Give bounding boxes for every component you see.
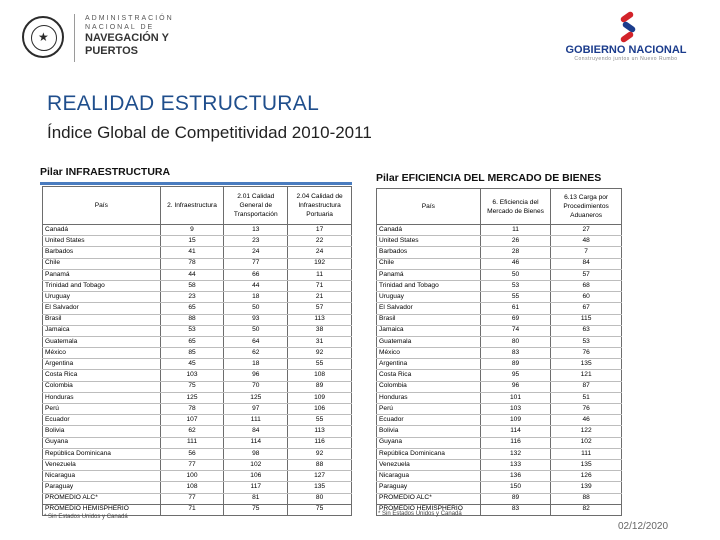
value-cell: 75 <box>288 504 352 515</box>
right-table-row <box>377 448 622 459</box>
value-cell: 74 <box>480 325 550 336</box>
left-table-row <box>43 471 352 482</box>
value-cell: 109 <box>480 415 550 426</box>
eficiencia-table <box>376 188 622 516</box>
value-cell: 23 <box>224 236 288 247</box>
value-cell: 60 <box>551 292 622 303</box>
left-header-transport: 2.01 Calidad General de Transportación <box>224 187 288 225</box>
value-cell: 24 <box>224 247 288 258</box>
right-table-row <box>377 459 622 470</box>
right-table-row <box>377 471 622 482</box>
value-cell: 15 <box>160 236 224 247</box>
left-table-row <box>43 437 352 448</box>
value-cell: 44 <box>224 280 288 291</box>
value-cell: 121 <box>551 370 622 381</box>
value-cell: 7 <box>551 247 622 258</box>
right-summary-row <box>377 493 622 504</box>
value-cell: 50 <box>224 303 288 314</box>
country-cell: Paraguay <box>377 482 481 493</box>
value-cell: 84 <box>224 426 288 437</box>
country-cell: PROMEDIO ALC* <box>43 493 161 504</box>
country-cell: United States <box>43 236 161 247</box>
value-cell: 114 <box>224 437 288 448</box>
value-cell: 13 <box>224 225 288 236</box>
value-cell: 84 <box>551 258 622 269</box>
country-cell: Canadá <box>43 225 161 236</box>
value-cell: 126 <box>551 471 622 482</box>
right-table-row <box>377 482 622 493</box>
value-cell: 38 <box>288 325 352 336</box>
right-table-row <box>377 303 622 314</box>
country-cell: Jamaica <box>377 325 481 336</box>
value-cell: 61 <box>480 303 550 314</box>
country-cell: República Dominicana <box>43 448 161 459</box>
value-cell: 11 <box>480 225 550 236</box>
value-cell: 87 <box>551 381 622 392</box>
value-cell: 64 <box>224 336 288 347</box>
value-cell: 69 <box>480 314 550 325</box>
value-cell: 96 <box>480 381 550 392</box>
value-cell: 85 <box>160 348 224 359</box>
value-cell: 76 <box>551 404 622 415</box>
value-cell: 111 <box>224 415 288 426</box>
value-cell: 51 <box>551 392 622 403</box>
country-cell: Honduras <box>43 392 161 403</box>
left-table-row <box>43 392 352 403</box>
value-cell: 109 <box>288 392 352 403</box>
right-table-row <box>377 381 622 392</box>
value-cell: 125 <box>160 392 224 403</box>
value-cell: 66 <box>224 269 288 280</box>
value-cell: 80 <box>288 493 352 504</box>
right-table-row <box>377 437 622 448</box>
country-cell: Guyana <box>377 437 481 448</box>
value-cell: 45 <box>160 359 224 370</box>
value-cell: 111 <box>160 437 224 448</box>
value-cell: 108 <box>288 370 352 381</box>
value-cell: 11 <box>288 269 352 280</box>
country-cell: PROMEDIO HEMISPHERIO <box>43 504 161 515</box>
value-cell: 46 <box>480 258 550 269</box>
value-cell: 55 <box>288 415 352 426</box>
right-table-row <box>377 292 622 303</box>
country-cell: Nicaragua <box>43 471 161 482</box>
country-cell: Barbados <box>377 247 481 258</box>
value-cell: 111 <box>551 448 622 459</box>
country-cell: PROMEDIO HEMISPHERIO <box>377 504 481 515</box>
left-table-row <box>43 370 352 381</box>
value-cell: 192 <box>288 258 352 269</box>
left-table-row <box>43 426 352 437</box>
value-cell: 113 <box>288 314 352 325</box>
country-cell: Colombia <box>377 381 481 392</box>
value-cell: 117 <box>224 482 288 493</box>
left-table-row <box>43 258 352 269</box>
value-cell: 53 <box>551 336 622 347</box>
left-summary-row <box>43 493 352 504</box>
value-cell: 23 <box>160 292 224 303</box>
logo-line-4: PUERTOS <box>85 45 138 57</box>
value-cell: 81 <box>224 493 288 504</box>
right-table-row <box>377 258 622 269</box>
value-cell: 70 <box>224 381 288 392</box>
left-table-row <box>43 415 352 426</box>
value-cell: 82 <box>551 504 622 515</box>
logo-line-3: NAVEGACIÓN Y <box>85 32 169 44</box>
left-table-row <box>43 348 352 359</box>
value-cell: 50 <box>224 325 288 336</box>
left-table-row <box>43 404 352 415</box>
country-cell: Chile <box>377 258 481 269</box>
country-cell: Venezuela <box>43 459 161 470</box>
value-cell: 135 <box>288 482 352 493</box>
value-cell: 56 <box>160 448 224 459</box>
right-table-row <box>377 348 622 359</box>
right-table-row <box>377 236 622 247</box>
value-cell: 63 <box>551 325 622 336</box>
country-cell: Uruguay <box>377 292 481 303</box>
value-cell: 89 <box>480 493 550 504</box>
value-cell: 127 <box>288 471 352 482</box>
right-header-country: País <box>377 189 481 225</box>
logo-line-1: ADMINISTRACIÓN <box>85 15 174 22</box>
country-cell: Ecuador <box>43 415 161 426</box>
value-cell: 150 <box>480 482 550 493</box>
country-cell: República Dominicana <box>377 448 481 459</box>
left-header-country: País <box>43 187 161 225</box>
country-cell: Panamá <box>43 269 161 280</box>
left-table-row <box>43 303 352 314</box>
value-cell: 62 <box>160 426 224 437</box>
value-cell: 53 <box>480 280 550 291</box>
value-cell: 83 <box>480 504 550 515</box>
infraestructura-table <box>42 186 352 516</box>
right-table-row <box>377 415 622 426</box>
value-cell: 139 <box>551 482 622 493</box>
country-cell: Ecuador <box>377 415 481 426</box>
country-cell: Brasil <box>377 314 481 325</box>
country-cell: Guatemala <box>377 336 481 347</box>
value-cell: 107 <box>160 415 224 426</box>
gobierno-nacional-title: GOBIERNO NACIONAL <box>565 44 687 56</box>
country-cell: Trinidad and Tobago <box>377 280 481 291</box>
left-table-row <box>43 482 352 493</box>
value-cell: 28 <box>480 247 550 258</box>
country-cell: Honduras <box>377 392 481 403</box>
value-cell: 53 <box>160 325 224 336</box>
value-cell: 75 <box>160 381 224 392</box>
value-cell: 101 <box>480 392 550 403</box>
country-cell: Bolivia <box>43 426 161 437</box>
value-cell: 133 <box>480 459 550 470</box>
country-cell: Perú <box>377 404 481 415</box>
country-cell: Guatemala <box>43 336 161 347</box>
right-table-row <box>377 392 622 403</box>
country-cell: El Salvador <box>43 303 161 314</box>
value-cell: 136 <box>480 471 550 482</box>
value-cell: 50 <box>480 269 550 280</box>
country-cell: El Salvador <box>377 303 481 314</box>
country-cell: PROMEDIO ALC* <box>377 493 481 504</box>
right-table-row <box>377 426 622 437</box>
value-cell: 102 <box>551 437 622 448</box>
country-cell: Chile <box>43 258 161 269</box>
value-cell: 78 <box>160 258 224 269</box>
gobierno-nacional-logo <box>560 14 692 62</box>
value-cell: 55 <box>480 292 550 303</box>
value-cell: 21 <box>288 292 352 303</box>
country-cell: Canadá <box>377 225 481 236</box>
value-cell: 31 <box>288 336 352 347</box>
value-cell: 102 <box>224 459 288 470</box>
left-table-row <box>43 280 352 291</box>
value-cell: 116 <box>288 437 352 448</box>
right-table-row <box>377 225 622 236</box>
country-cell: Brasil <box>43 314 161 325</box>
left-table-row <box>43 325 352 336</box>
country-cell: Uruguay <box>43 292 161 303</box>
country-cell: Nicaragua <box>377 471 481 482</box>
value-cell: 26 <box>480 236 550 247</box>
value-cell: 135 <box>551 359 622 370</box>
right-table-row <box>377 404 622 415</box>
national-seal-icon: ★ <box>22 16 64 58</box>
left-table-row <box>43 225 352 236</box>
value-cell: 97 <box>224 404 288 415</box>
value-cell: 89 <box>480 359 550 370</box>
value-cell: 135 <box>551 459 622 470</box>
country-cell: México <box>43 348 161 359</box>
left-table-top-rule <box>40 182 352 185</box>
right-table-note: * Sin Estados Unidos y Canadá <box>378 511 462 517</box>
logo-divider <box>74 14 75 62</box>
country-cell: Bolivia <box>377 426 481 437</box>
left-table-row <box>43 314 352 325</box>
left-table-row <box>43 381 352 392</box>
country-cell: Costa Rica <box>377 370 481 381</box>
value-cell: 75 <box>224 504 288 515</box>
value-cell: 57 <box>551 269 622 280</box>
country-cell: México <box>377 348 481 359</box>
value-cell: 67 <box>551 303 622 314</box>
country-cell: Paraguay <box>43 482 161 493</box>
left-pillar-title: Pilar INFRAESTRUCTURA <box>40 166 171 178</box>
country-cell: Argentina <box>377 359 481 370</box>
value-cell: 65 <box>160 336 224 347</box>
value-cell: 22 <box>288 236 352 247</box>
left-table-row <box>43 459 352 470</box>
value-cell: 132 <box>480 448 550 459</box>
country-cell: Barbados <box>43 247 161 258</box>
country-cell: United States <box>377 236 481 247</box>
value-cell: 71 <box>288 280 352 291</box>
value-cell: 65 <box>160 303 224 314</box>
value-cell: 78 <box>160 404 224 415</box>
right-pillar-title: Pilar EFICIENCIA DEL MERCADO DE BIENES <box>376 172 602 184</box>
country-cell: Argentina <box>43 359 161 370</box>
value-cell: 122 <box>551 426 622 437</box>
country-cell: Trinidad and Tobago <box>43 280 161 291</box>
value-cell: 62 <box>224 348 288 359</box>
value-cell: 103 <box>160 370 224 381</box>
country-cell: Panamá <box>377 269 481 280</box>
value-cell: 9 <box>160 225 224 236</box>
value-cell: 114 <box>480 426 550 437</box>
country-cell: Venezuela <box>377 459 481 470</box>
right-header-customs: 6.13 Carga por Procedimientos Aduaneros <box>551 189 622 225</box>
logo-line-2: NACIONAL DE <box>85 24 155 31</box>
value-cell: 88 <box>551 493 622 504</box>
value-cell: 103 <box>480 404 550 415</box>
value-cell: 93 <box>224 314 288 325</box>
right-table-row <box>377 325 622 336</box>
value-cell: 88 <box>160 314 224 325</box>
value-cell: 106 <box>288 404 352 415</box>
value-cell: 92 <box>288 448 352 459</box>
value-cell: 44 <box>160 269 224 280</box>
value-cell: 58 <box>160 280 224 291</box>
value-cell: 113 <box>288 426 352 437</box>
value-cell: 92 <box>288 348 352 359</box>
value-cell: 108 <box>160 482 224 493</box>
value-cell: 125 <box>224 392 288 403</box>
value-cell: 18 <box>224 292 288 303</box>
left-table-row <box>43 336 352 347</box>
value-cell: 88 <box>288 459 352 470</box>
value-cell: 71 <box>160 504 224 515</box>
value-cell: 68 <box>551 280 622 291</box>
value-cell: 17 <box>288 225 352 236</box>
left-table-note: * Sin Estados Unidos y Canadá <box>44 514 128 520</box>
value-cell: 89 <box>288 381 352 392</box>
value-cell: 115 <box>551 314 622 325</box>
value-cell: 41 <box>160 247 224 258</box>
value-cell: 95 <box>480 370 550 381</box>
right-table-row <box>377 359 622 370</box>
value-cell: 46 <box>551 415 622 426</box>
right-header-efficiency: 6. Eficiencia del Mercado de Bienes <box>480 189 550 225</box>
left-table-row <box>43 448 352 459</box>
right-table-row <box>377 269 622 280</box>
value-cell: 18 <box>224 359 288 370</box>
gobierno-nacional-mark-icon <box>608 14 644 42</box>
value-cell: 83 <box>480 348 550 359</box>
gobierno-nacional-subtitle: Construyendo juntos un Nuevo Rumbo <box>574 56 678 62</box>
value-cell: 100 <box>160 471 224 482</box>
right-table-row <box>377 370 622 381</box>
left-table-row <box>43 269 352 280</box>
right-table-row <box>377 336 622 347</box>
footer-date: 02/12/2020 <box>618 521 669 532</box>
page-subtitle: Índice Global de Competitividad 2010-2011 <box>47 123 372 142</box>
left-table-row <box>43 292 352 303</box>
value-cell: 77 <box>160 459 224 470</box>
page-title: REALIDAD ESTRUCTURAL <box>47 92 320 115</box>
value-cell: 116 <box>480 437 550 448</box>
value-cell: 80 <box>480 336 550 347</box>
country-cell: Guyana <box>43 437 161 448</box>
country-cell: Jamaica <box>43 325 161 336</box>
value-cell: 96 <box>224 370 288 381</box>
left-header-infra: 2. Infraestructura <box>160 187 224 225</box>
value-cell: 77 <box>160 493 224 504</box>
anpn-logo <box>22 14 174 62</box>
right-table-row <box>377 247 622 258</box>
value-cell: 57 <box>288 303 352 314</box>
left-table-row <box>43 359 352 370</box>
value-cell: 77 <box>224 258 288 269</box>
value-cell: 98 <box>224 448 288 459</box>
value-cell: 27 <box>551 225 622 236</box>
country-cell: Costa Rica <box>43 370 161 381</box>
value-cell: 55 <box>288 359 352 370</box>
left-header-port: 2.04 Calidad de Infraestructura Portuaria <box>288 187 352 225</box>
country-cell: Colombia <box>43 381 161 392</box>
right-table-row <box>377 314 622 325</box>
value-cell: 76 <box>551 348 622 359</box>
value-cell: 48 <box>551 236 622 247</box>
value-cell: 106 <box>224 471 288 482</box>
value-cell: 24 <box>288 247 352 258</box>
right-table-row <box>377 280 622 291</box>
left-table-row <box>43 236 352 247</box>
country-cell: Perú <box>43 404 161 415</box>
left-table-row <box>43 247 352 258</box>
